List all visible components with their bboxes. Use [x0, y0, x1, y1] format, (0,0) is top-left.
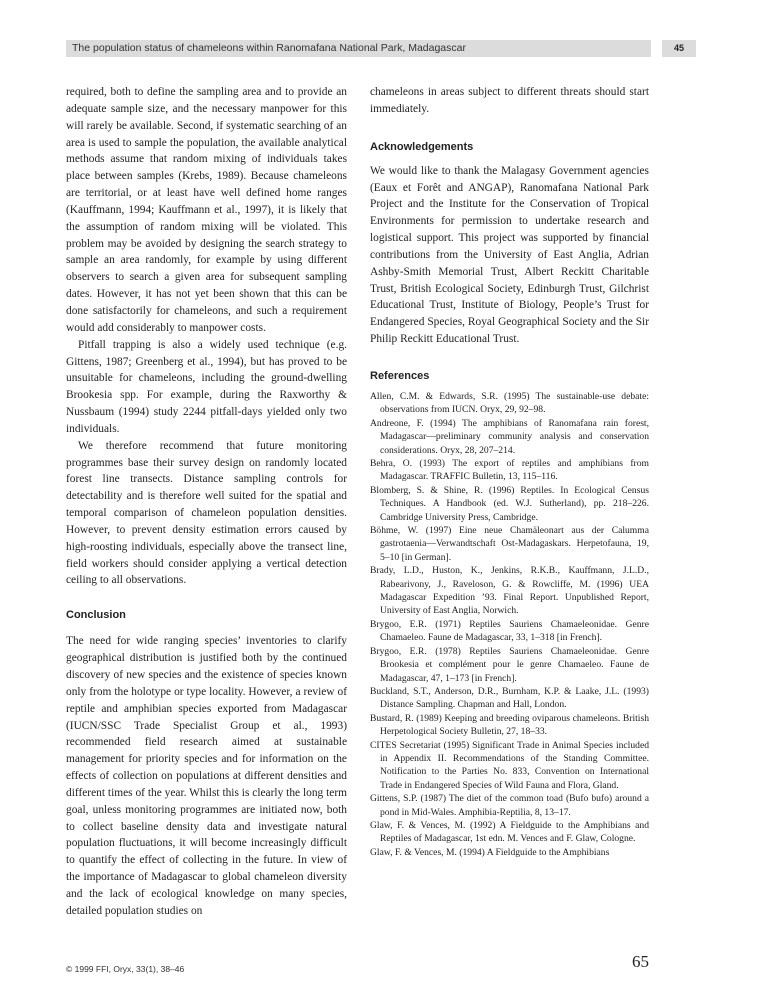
- page-number: 65: [632, 952, 649, 971]
- copyright-line: © 1999 FFI, Oryx, 33(1), 38–46: [66, 964, 185, 974]
- reference-entry: Blomberg, S. & Shine, R. (1996) Reptiles. In Ecological Census Techniques. A Handbook (ed. W.J. Sutherland), pp. 218–226. Cambridge University Press, Cambridge.: [370, 484, 649, 523]
- reference-entry: Glaw, F. & Vences, M. (1994) A Fieldguide to the Amphibians: [370, 846, 610, 858]
- running-title-bar: [66, 40, 651, 57]
- reference-entry: Behra, O. (1993) The export of reptiles and amphibians from Madagascar. TRAFFIC Bulletin, 13, 115–116.: [370, 458, 649, 483]
- body-paragraph: Pitfall trapping is also a widely used technique (e.g. Gittens, 1987; Greenberg et al., 1994), but has proved to be unsuitable for chameleons, including the ground-dwelling Brookesia spp. For example, during the Raxworthy & Nussbaum (1994) study 2244 pitfall-days yielded only two individuals.: [66, 338, 347, 435]
- reference-list: [370, 390, 649, 859]
- page-number-box: 45: [662, 40, 696, 57]
- reference-entry: Gittens, S.P. (1987) The diet of the common toad (Bufo bufo) around a pond in Mid-Wales. Amphibia-Reptilia, 8, 13–17.: [370, 793, 649, 818]
- reference-entry: Böhme, W. (1997) Eine neue Chamäleonart aus der Calumma gastrotaenia—Verwandtschaft Ost-Madagaskars. Herpetofauna, 19, 5–10 [in German].: [370, 525, 649, 563]
- body-paragraph: chameleons in areas subject to different threats should start immediately.: [370, 86, 649, 115]
- running-title: The population status of chameleons within Ranomafana National Park, Madagascar: [72, 42, 466, 54]
- reference-entry: CITES Secretariat (1995) Significant Trade in Animal Species included in Appendix II. Recommendations of the Standing Committee. Notification to the Parties No. 833, Convention on International Trade in Endangered Species of Wild Fauna and Flora, Gland.: [370, 739, 649, 791]
- reference-entry: Buckland, S.T., Anderson, D.R., Burnham, K.P. & Laake, J.L. (1993) Distance Sampling. Chapman and Hall, London.: [370, 685, 649, 711]
- reference-entry: Brygoo, E.R. (1978) Reptiles Sauriens Chamaeleonidae. Genre Brookesia et complément pour le genre Chamaeleo. Faune de Madagascar, 47, 1–173 [in French].: [370, 645, 649, 684]
- reference-entry: Andreone, F. (1994) The amphibians of Ranomafana rain forest, Madagascar—preliminary community analysis and conservation considerations. Oryx, 28, 207–214.: [370, 417, 649, 456]
- reference-entry: Bustard, R. (1989) Keeping and breeding oviparous chameleons. British Herpetological Society Bulletin, 27, 18–33.: [370, 712, 649, 738]
- reference-entry: Brady, L.D., Huston, K., Jenkins, R.K.B., Kauffmann, J.L.D., Rabearivony, J., Raveloson, G. & Rowcliffe, M. (1996) UEA Madagascar Expedition ’93. Final Report. Unpublished Report, University of East Anglia, Norwich.: [370, 565, 649, 617]
- body-paragraph: required, both to define the sampling area and to provide an adequate sample size, and the necessary manpower for this will rarely be available. Second, if systematic searching of an area is used to sample the population, the available analytical methods assume that random mixing of individuals takes place between samples (Krebs, 1989). Because chameleons are territorial, or at least have well defined home ranges (Kauffmann, 1994; Kauffmann et al., 1997), it is likely that the assumption of random mixing will be violated. This problem may be avoided by designing the search strategy to sample an area randomly, for example by using different observers to search a given area for subsequent sampling dates. However, it has not yet been shown that this can be done satisfactorily for chameleons, and such a requirement would add considerably to manpower costs.: [66, 86, 347, 334]
- references-heading: References: [370, 369, 430, 382]
- acknowledgements-paragraph: We would like to thank the Malagasy Government agencies (Eaux et Forêt and ANGAP), Ranomafana National Park Project and the Institute for the Conservation of Tropical Environments for permission to undertake research and logistical support. This project was supported by financial contributions from the University of East Anglia, Adrian Ashby-Smith Memorial Trust, Albert Reckitt Charitable Trust, British Ecological Society, Edinburgh Trust, Gilchrist Educational Trust, Institute of Biology, People’s Trust for Endangered Species, Royal Geographical Society and the Sir Philip Reckitt Educational Trust.: [370, 164, 649, 346]
- reference-entry: Allen, C.M. & Edwards, S.R. (1995) The sustainable-use debate: observations from IUCN. Oryx, 29, 92–98.: [370, 390, 649, 416]
- conclusion-paragraph: The need for wide ranging species’ inventories to clarify geographical distribution is justified both by the continued discovery of new species and the existence of species known only from the holotype or type locality. However, a review of reptile and amphibian species exported from Madagascar (IUCN/SSC Trade Specialist Group et al., 1993) recommended field research aimed at sustainable management for priority species and for information on the effects of collection on populations at different densities and different times of the year. Whilst this is clearly the long term goal, unless monitoring programmes are initiated now, both to collect baseline density data and investigate natural population fluctuations, it will become increasingly difficult to quantify the effect of collecting in the future. In view of the importance of Madagascar to global chameleon diversity and the lack of ecological knowledge on many species, detailed population studies on: [66, 635, 347, 917]
- body-paragraph: We therefore recommend that future monitoring programmes base their survey design on randomly located forest line transects. Distance sampling controls for detectability and is therefore well suited for the spatial and temporal comparison of chameleon population densities. However, to prevent density estimation errors caused by high-roosting individuals, especially above the transect line, field workers should consider applying a vertical detection ceiling to all observations.: [66, 439, 347, 587]
- acknowledgements-heading: Acknowledgements: [370, 140, 474, 153]
- reference-entry: Glaw, F. & Vences, M. (1992) A Fieldguide to the Amphibians and Reptiles of Madagascar, 1st edn. M. Vences and F. Glaw, Cologne.: [370, 819, 649, 845]
- right-column: [370, 84, 649, 859]
- left-column: [66, 84, 347, 920]
- conclusion-heading: Conclusion: [66, 609, 126, 622]
- reference-entry: Brygoo, E.R. (1971) Reptiles Sauriens Chamaeleonidae. Genre Chamaeleo. Faune de Madagascar, 33, 1–318 [in French].: [370, 618, 649, 644]
